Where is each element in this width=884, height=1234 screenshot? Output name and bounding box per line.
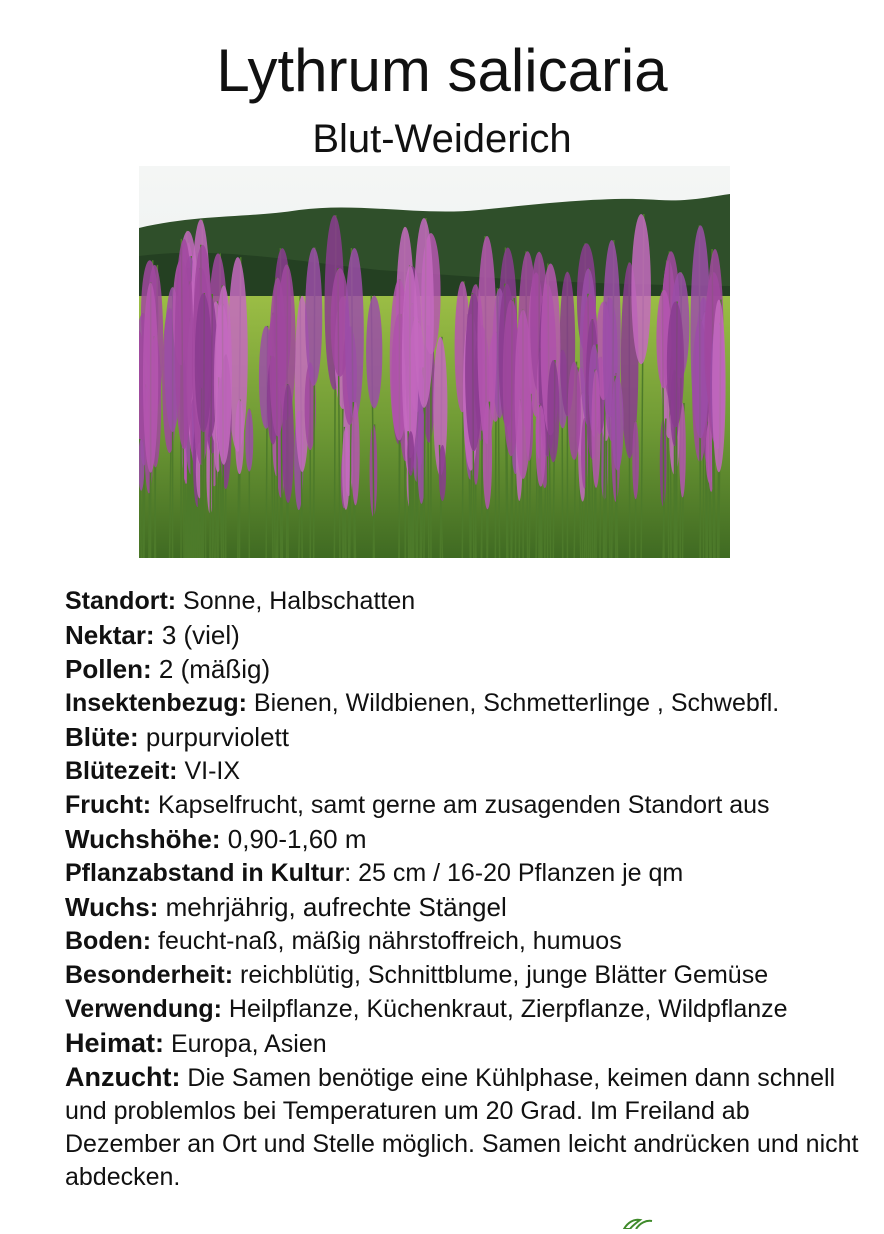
fact-wuchshoehe	[65, 822, 865, 856]
fact-value: 3 (viel)	[155, 620, 240, 650]
fact-label: Boden:	[65, 927, 151, 955]
fact-value: VI-IX	[178, 757, 241, 785]
fact-standort	[65, 584, 865, 618]
fact-heimat	[65, 1026, 865, 1061]
fact-wuchs	[65, 890, 865, 924]
fact-value: Europa, Asien	[164, 1030, 327, 1058]
fact-frucht	[65, 788, 865, 822]
fact-insektenbezug	[65, 686, 865, 720]
fact-label: Nektar:	[65, 620, 155, 650]
fact-value: Die Samen benötige eine Kühlphase, keimen dann schnell und problemlos bei Temperaturen um 20 Grad. Im Freiland ab Dezember an Ort und Stelle möglich. Samen leicht andrücken und nicht abdecken.	[65, 1064, 858, 1191]
fact-label: Blütezeit:	[65, 757, 178, 785]
fact-value: Sonne, Halbschatten	[176, 587, 415, 615]
fact-value: feucht-naß, mäßig nährstoffreich, humuos	[151, 927, 622, 955]
fact-boden	[65, 924, 865, 958]
fact-value: : 25 cm / 16-20 Pflanzen je qm	[344, 859, 683, 887]
fact-label: Pflanzabstand in Kultur	[65, 859, 344, 887]
fact-label: Insektenbezug:	[65, 689, 247, 717]
fact-label: Besonderheit:	[65, 961, 233, 989]
fact-value: Kapselfrucht, samt gerne am zusagenden Standort aus	[151, 791, 769, 819]
fact-pollen	[65, 652, 865, 686]
fact-value: 2 (mäßig)	[152, 654, 270, 684]
fact-pflanzabstand	[65, 856, 865, 890]
fact-value: 0,90-1,60 m	[221, 824, 367, 854]
fact-value: purpurviolett	[139, 722, 289, 752]
fact-label: Standort:	[65, 587, 176, 615]
fact-label: Anzucht:	[65, 1062, 180, 1092]
fact-value: mehrjährig, aufrechte Stängel	[158, 892, 506, 922]
fact-label: Heimat:	[65, 1028, 164, 1058]
fact-label: Frucht:	[65, 791, 151, 819]
plant-common-name: Blut-Weiderich	[0, 116, 884, 162]
fact-value: Heilpflanze, Küchenkraut, Zierpflanze, Wildpflanze	[222, 995, 788, 1023]
green-leaf-logo-icon	[620, 1216, 654, 1234]
fact-label: Verwendung:	[65, 995, 222, 1023]
fact-bluetezeit	[65, 754, 865, 788]
fact-label: Wuchshöhe:	[65, 824, 221, 854]
fact-value: Bienen, Wildbienen, Schmetterlinge , Schwebfl.	[247, 689, 779, 717]
fact-verwendung	[65, 992, 865, 1026]
plant-photo	[139, 166, 730, 558]
fact-besonderheit	[65, 958, 865, 992]
fact-value: reichblütig, Schnittblume, junge Blätter Gemüse	[233, 961, 768, 989]
plant-facts	[65, 584, 865, 1194]
fact-anzucht	[65, 1061, 865, 1194]
fact-label: Blüte:	[65, 722, 139, 752]
fact-nektar	[65, 618, 865, 652]
fact-label: Wuchs:	[65, 892, 158, 922]
fact-bluete	[65, 720, 865, 754]
plant-latin-name: Lythrum salicaria	[0, 36, 884, 106]
fact-label: Pollen:	[65, 654, 152, 684]
